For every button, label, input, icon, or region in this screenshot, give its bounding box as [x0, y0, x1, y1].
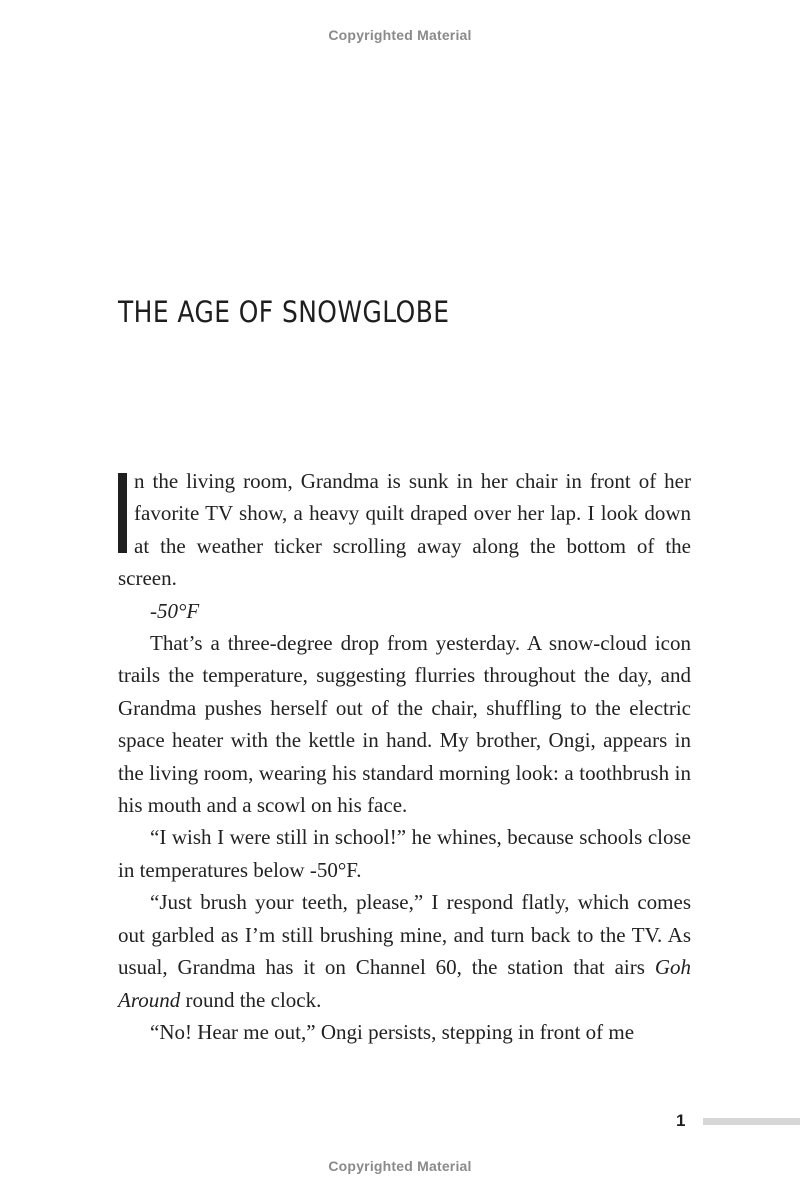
page-number: 1	[676, 1111, 686, 1130]
temperature-line: -50°F	[150, 598, 200, 623]
drop-cap-i	[118, 473, 127, 553]
paragraph-5-tail: round the clock.	[180, 987, 322, 1012]
paragraph-5-text: “Just brush your teeth, please,” I respond flatly, which comes out garbled as I’m still brushing mine, and turn back to the TV. As usual, Grandma has it on Channel 60, the station that airs	[118, 890, 691, 980]
chapter-title: THE AGE OF SNOWGLOBE	[118, 295, 450, 329]
paragraph-6: “No! Hear me out,” Ongi persists, stepping in front of me	[150, 1019, 635, 1044]
paragraph-5	[118, 886, 691, 1016]
chapter-body	[118, 465, 691, 1048]
copyright-watermark-bottom: Copyrighted Material	[328, 1158, 472, 1174]
paragraph-1-text: n the living room, Grandma is sunk in her chair in front of her favorite TV show, a heavy quilt draped over her lap. I look down at the weather ticker scrolling away along the bottom of the screen.	[118, 469, 691, 591]
paragraph-3: That’s a three-degree drop from yesterday. A snow-cloud icon trails the temperature, suggesting flurries throughout the day, and Grandma pushes herself out of the chair, shuffling to the electric space heater with the kettle in hand. My brother, Ongi, appears in the living room, wearing his standard morning look: a toothbrush in his mouth and a scowl on his face.	[118, 631, 691, 818]
copyright-watermark-top: Copyrighted Material	[328, 27, 472, 43]
page-number-rule	[703, 1118, 800, 1125]
paragraph-4: “I wish I were still in school!” he whines, because schools close in temperatures below -50°F.	[118, 825, 691, 882]
show-title: Goh Around	[118, 955, 691, 1012]
paragraph-1	[118, 465, 691, 595]
